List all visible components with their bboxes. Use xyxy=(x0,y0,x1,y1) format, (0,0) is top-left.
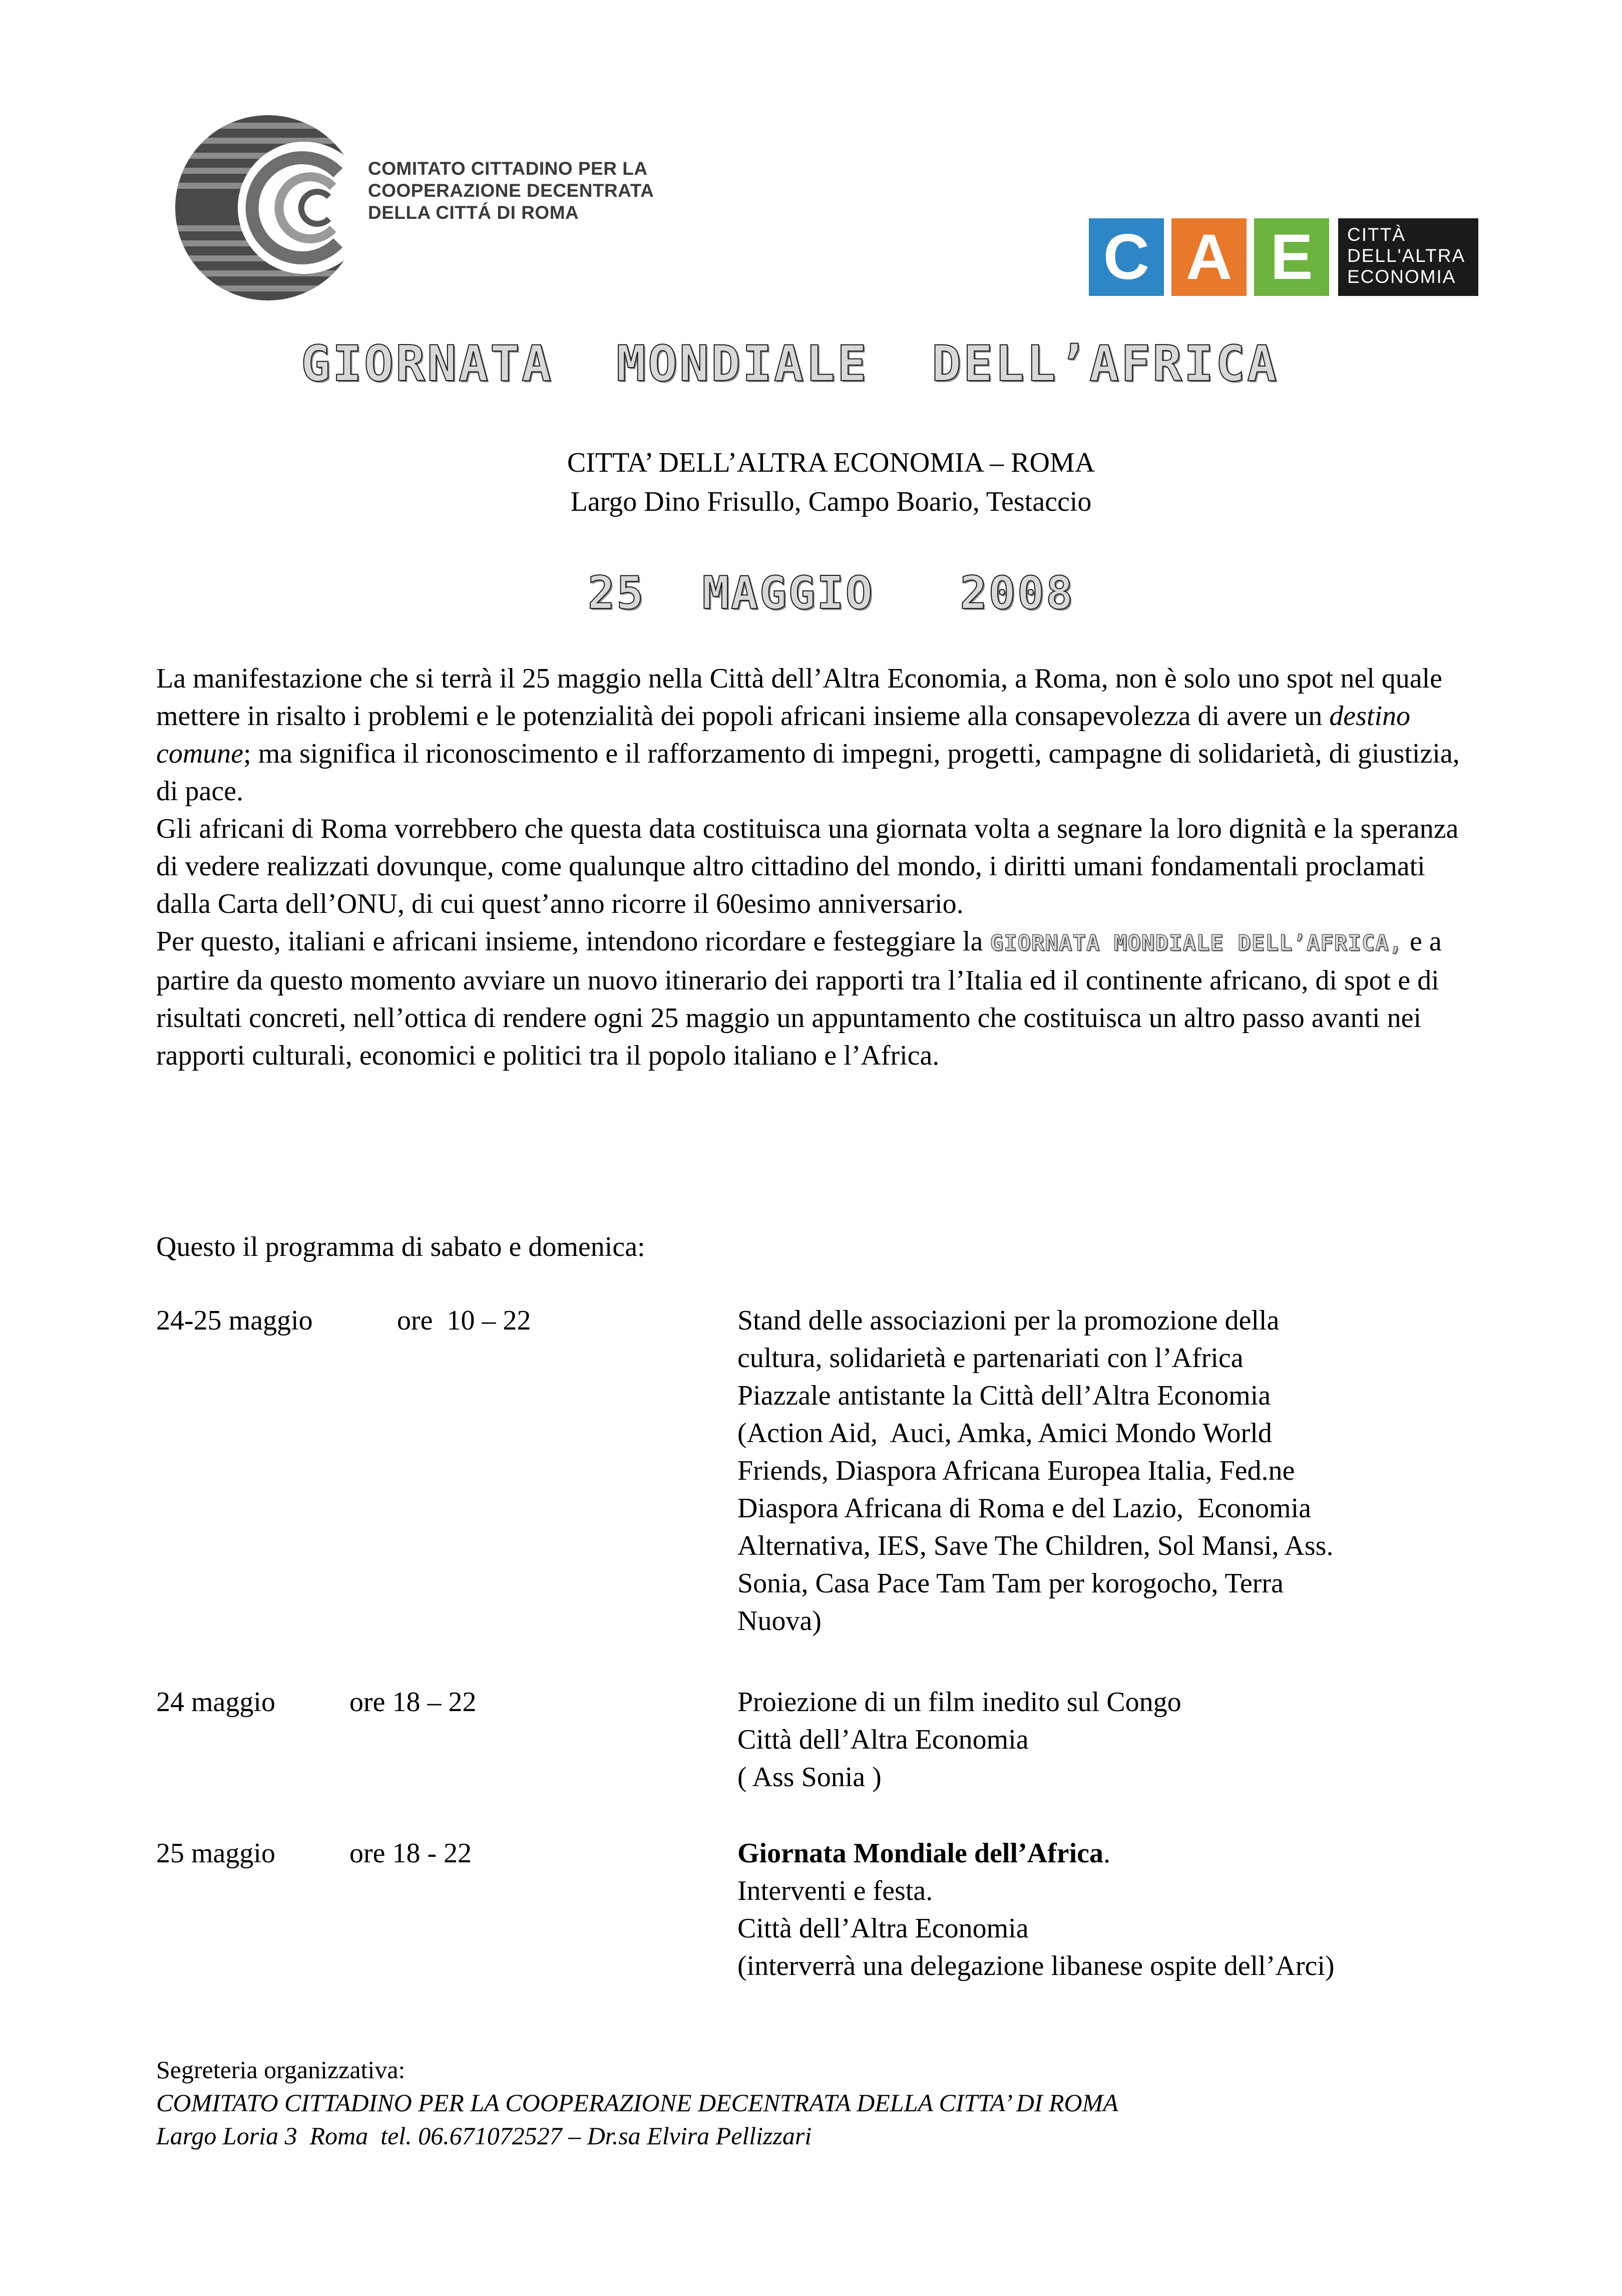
committee-line-1: COMITATO CITTADINO PER LA xyxy=(368,158,648,179)
intro-paragraph-2: Gli africani di Roma vorrebbero che questa data costituisca una giornata volta a segnare la loro dignità e la speranza di vedere realizzati dovunque, come qualunque altro cittadino del mondo, i diritti umani fondamentali proclamati dalla Carta dell’ONU, di cui quest’anno ricorre il 60esimo anniversario. xyxy=(156,813,1459,919)
cae-text-box xyxy=(1338,218,1478,296)
program-item-2-time: ore 18 – 22 xyxy=(349,1687,477,1718)
program-item-3-time: ore 18 - 22 xyxy=(349,1838,472,1869)
cae-text: CITTÀ DELL'ALTRA ECONOMIA xyxy=(1347,224,1466,287)
committee-line-2: COOPERAZIONE DECENTRATA xyxy=(368,180,654,201)
program-item-1-date: 24-25 maggio xyxy=(156,1305,313,1336)
program-item-2-date: 24 maggio xyxy=(156,1687,275,1718)
committee-logo-text xyxy=(368,158,678,224)
page-title: GIORNATA MONDIALE DELL’AFRICA xyxy=(300,336,1279,393)
cae-tile-a: A xyxy=(1171,218,1247,296)
program-item-1-time: ore 10 – 22 xyxy=(397,1305,531,1336)
intro-paragraph-3: Per questo, italiani e africani insieme, intendono ricordare e festeggiare la GIORNATA MONDIALE DELL’AFRICA, e a partire da questo momento avviare un nuovo itinerario dei rapporti tra l’Italia ed il continente africano, di spot e di risultati concreti, nell’ottica di rendere ogni 25 maggio un appuntamento che costituisca un altro passo avanti nei rapporti culturali, economici e politici tra il popolo italiano e l’Africa. xyxy=(156,926,1442,1071)
cae-tile-c: C xyxy=(1089,218,1164,296)
footer-label: Segreteria organizzativa: xyxy=(156,2056,406,2084)
footer xyxy=(156,2053,1118,2152)
program-item-3-date: 25 maggio xyxy=(156,1838,275,1869)
footer-contact: Largo Loria 3 Roma tel. 06.671072527 – Dr.sa Elvira Pellizzari xyxy=(156,2122,812,2150)
footer-organization: COMITATO CITTADINO PER LA COOPERAZIONE DECENTRATA DELLA CITTA’ DI ROMA xyxy=(156,2089,1118,2117)
program-item-2-description: Proiezione di un film inedito sul Congo Città dell’Altra Economia ( Ass Sonia ) xyxy=(737,1687,1181,1793)
intro-paragraph-1: La manifestazione che si terrà il 25 maggio nella Città dell’Altra Economia, a Roma, non è solo uno spot nel quale mettere in risalto i problemi e le potenzialità dei popoli africani insieme alla consapevolezza di avere un destino comune; ma significa il riconoscimento e il rafforzamento di impegni, progetti, campagne di solidarietà, di giustizia, di pace. xyxy=(156,663,1460,807)
cae-tile-e: E xyxy=(1254,218,1329,296)
event-date: 25 MAGGIO 2008 xyxy=(587,567,1075,619)
intro-text xyxy=(156,660,1483,1075)
venue-address: Largo Dino Frisullo, Campo Boario, Testaccio xyxy=(570,486,1092,517)
venue-name: CITTA’ DELL’ALTRA ECONOMIA – ROMA xyxy=(567,447,1095,478)
committee-line-3: DELLA CITTÁ DI ROMA xyxy=(368,202,579,223)
program-item-1-description: Stand delle associazioni per la promozione della cultura, solidarietà e partenariati con l’Africa Piazzale antistante la Città dell’Altra Economia (Action Aid, Auci, Amka, Amici Mondo World Friends, Diaspora Africana Europea Italia, Fed.ne Diaspora Africana di Roma e del Lazio, Economia Alternativa, IES, Save The Children, Sol Mansi, Ass. Sonia, Casa Pace Tam Tam per korogocho, Terra Nuova) xyxy=(737,1305,1334,1636)
program-item-3-description: Giornata Mondiale dell’Africa. Interventi e festa. Città dell’Altra Economia (interverrà una delegazione libanese ospite dell’Arci) xyxy=(737,1838,1335,1982)
program-intro: Questo il programma di sabato e domenica: xyxy=(156,1231,645,1262)
committee-logo xyxy=(173,113,363,303)
